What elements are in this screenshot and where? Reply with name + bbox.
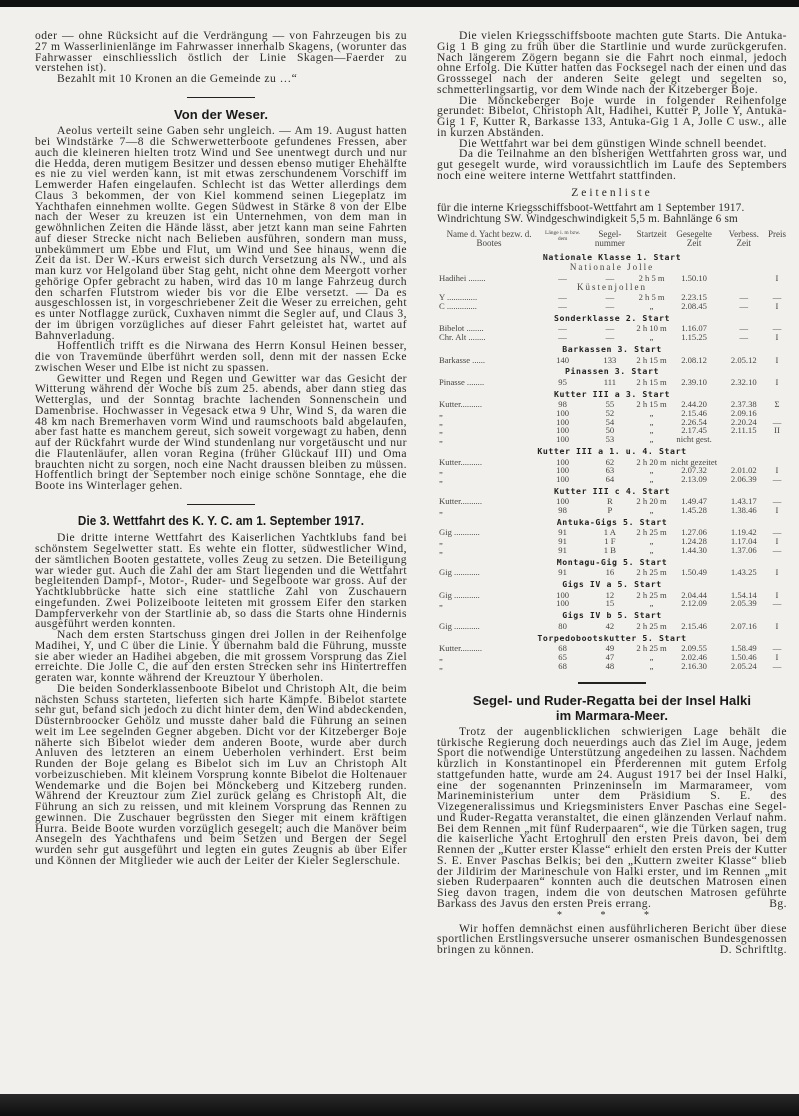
table-cell: „ bbox=[649, 465, 654, 476]
table-cell: 2.08.45 bbox=[681, 301, 707, 312]
class-title: Gigs IV b 5. Start bbox=[562, 610, 662, 621]
table-cell: 100 bbox=[556, 425, 570, 436]
table-cell: — bbox=[605, 272, 615, 283]
table-cell: — bbox=[772, 660, 782, 671]
weser-paragraph: Hoffentlich trifft es die Nirwana des Herrn Konsul Heinen besser, die von Travemünde überführt werden soll, denn mit der nassen Ecke zwischen Weser und Elbe ist nicht zu spassen. bbox=[35, 339, 407, 374]
table-cell: „ bbox=[439, 660, 443, 671]
table-cell: 2 h 20 m bbox=[636, 456, 667, 467]
table-cell: — bbox=[558, 323, 567, 334]
page-top-edge bbox=[0, 0, 799, 7]
class-title: Kutter III a 1. u. 4. Start bbox=[537, 445, 687, 456]
table-cell bbox=[721, 274, 767, 283]
class-header-row bbox=[437, 311, 787, 325]
table-cell: 140 bbox=[556, 354, 570, 365]
class-header-row bbox=[437, 515, 787, 529]
table-cell: „ bbox=[649, 651, 654, 662]
table-cell: 1.27.06 bbox=[681, 527, 707, 538]
table-cell: — bbox=[558, 272, 567, 283]
table-cell: „ bbox=[439, 505, 443, 516]
table-cell: 2 h 15 m bbox=[636, 399, 667, 410]
table-cell: 68 bbox=[558, 643, 567, 654]
table-cell: 2.12.09 bbox=[681, 598, 707, 609]
column-header: Segel-nummer bbox=[594, 228, 625, 248]
table-cell: 42 bbox=[605, 620, 615, 631]
table-cell: 2.37.38 bbox=[730, 399, 757, 410]
left-column bbox=[35, 31, 407, 867]
table-cell: 54 bbox=[605, 416, 615, 427]
table-cell: — bbox=[772, 323, 782, 334]
editor-signature: D. Schriftltg. bbox=[719, 943, 787, 957]
intro-paragraph: oder — ohne Rücksicht auf die Verdrängung — von Fahrzeugen bis zu 27 m Wasserlinienlänge im Fahrwasser innerhalb Skagens, (worunter das Fahrwasser einschliesslich östlich der Linie Skagen—Faerder zu verstehen ist). bbox=[35, 29, 407, 75]
article-title-weser: Von der Weser. bbox=[173, 107, 269, 123]
table-cell: — bbox=[558, 292, 567, 303]
table-cell: 1.17.04 bbox=[730, 536, 757, 547]
table-cell: nicht gest. bbox=[676, 434, 712, 445]
table-cell: Chr. Alt ........ bbox=[439, 332, 486, 343]
table-cell: 91 bbox=[558, 567, 567, 578]
table-row bbox=[437, 435, 787, 444]
table-cell: 100 bbox=[556, 456, 570, 467]
table-cell: 98 bbox=[558, 505, 567, 516]
table-cell: 91 bbox=[558, 544, 567, 555]
halki-text: Trotz der augenblicklichen schwierigen Lage behält die türkische Regierung doch neuerdings auch das Ziel im Auge, jedem Sport die notwendige Unterstützung angedeihen zu lassen. Nachdem kürzlich in Konstantinopel ein Pferderennen mit gutem Erfolg stattgefunden hatte, wurde am 24. August 1917 bei der Insel Halki, eine der sogenannten Prinzeninseln im Marmarameer, vom Marineministerium unter dem Präsidium S. E. des Vizegeneralissimus und Kriegsministers Enver Paschas eine Segel- und Ruder-Regatta veranstaltet, die einen glänzenden Verlauf nahm. Bei dem Rennen „mit fünf Ruderpaaren“, wie die Türken sagen, trug die kaiserliche Yacht Ertoghrull den ersten Preis davon, bei dem Rennen der „Kutter erster Klasse“ erhielt den ersten Preis der Kutter S. E. Enver Paschas Belkis; bei den „Kuttern zweiter Klasse“ blieb der Jildirim der Marineschule von Halki erster, und im Rennen „mit sieben Ruderpaaren“ konnten auch die deutschen Matrosen einen Sieg davon tragen, indem die von deutschen Matrosen geführte Barkass des Javus den ersten Preis errang. bbox=[437, 724, 787, 910]
table-cell: Gig ............ bbox=[439, 589, 480, 600]
table-cell: 2.05.24 bbox=[730, 660, 757, 671]
class-title: Pinassen 3. Start bbox=[565, 366, 659, 377]
kyc-paragraph: Die dritte interne Wettfahrt des Kaiserlichen Yachtklubs fand bei schönstem Segelwetter statt. Es wehte ein flotter, südwestlicher Wind, der sämtlichen Booten gestattete, volles Zeug zu setzen. Die Beteiligung war wieder gut. Auch die Zahl der am Start liegenden und die Wettfahrt begleitenden Dampf-, Motor-, Ruder- und Segelboote war gross. Auf der Yachtklubbrücke hatte sich eine stattliche Zahl von Zuschauern eingefunden. Zwei Polizeiboote leiteten mit grossem Eifer den starken Dampferverkehr von der Startlinie ab, so dass die Starts ohne Hindernis ausgeführt werden konnten. bbox=[35, 531, 407, 631]
table-cell: — bbox=[772, 544, 782, 555]
class-header-row bbox=[437, 577, 787, 591]
table-cell: 2.11.15 bbox=[731, 425, 757, 436]
table-cell: 91 bbox=[558, 536, 567, 547]
subclass-title: Küstenjollen bbox=[577, 281, 647, 292]
table-cell: 91 bbox=[558, 527, 567, 538]
table-cell: — bbox=[605, 292, 615, 303]
page-bottom-edge bbox=[0, 1094, 799, 1116]
table-cell: 2.07.16 bbox=[730, 620, 757, 631]
table-cell: 1.16.07 bbox=[681, 323, 707, 334]
class-header-row bbox=[437, 444, 787, 458]
table-cell: 1 F bbox=[604, 536, 616, 547]
table-cell: 2.17.45 bbox=[681, 425, 707, 436]
table-cell: 1.54.14 bbox=[730, 589, 757, 600]
table-cell: 12 bbox=[605, 589, 615, 600]
table-cell: 2 h 25 m bbox=[636, 620, 667, 631]
table-cell: „ bbox=[649, 416, 654, 427]
table-cell bbox=[767, 435, 787, 444]
table-cell: nicht gezeitet bbox=[671, 456, 718, 467]
class-header-row bbox=[437, 364, 787, 378]
table-cell: I bbox=[775, 567, 779, 578]
table-cell: 111 bbox=[603, 376, 616, 387]
table-cell: I bbox=[775, 505, 779, 516]
table-cell: 2 h 5 m bbox=[638, 272, 665, 283]
table-cell: — bbox=[772, 527, 782, 538]
table-cell: 2 h 25 m bbox=[636, 527, 667, 538]
table-row bbox=[437, 622, 787, 631]
table-cell: 2.07.32 bbox=[681, 465, 707, 476]
table-cell: 2 h 10 m bbox=[636, 323, 667, 334]
table-cell: „ bbox=[649, 660, 654, 671]
table-cell: 100 bbox=[556, 496, 570, 507]
right-column bbox=[437, 31, 787, 956]
table-cell: — bbox=[558, 332, 567, 343]
class-title: Nationale Klasse 1. Start bbox=[542, 251, 682, 262]
table-cell: 2.04.44 bbox=[681, 589, 707, 600]
table-cell: 16 bbox=[605, 567, 615, 578]
table-cell: „ bbox=[649, 332, 654, 343]
table-cell: 2.44.20 bbox=[681, 399, 707, 410]
table-cell: Gig ............ bbox=[439, 527, 480, 538]
table-cell: I bbox=[775, 589, 779, 600]
table-cell: 2 h 5 m bbox=[638, 292, 665, 303]
column-header: Name d. Yacht bezw. d. Bootes bbox=[446, 228, 532, 248]
column-header: Gesegelte Zeit bbox=[676, 228, 712, 248]
table-cell: 2.15.46 bbox=[681, 408, 707, 419]
class-header-row bbox=[437, 608, 787, 622]
class-header-row bbox=[437, 342, 787, 356]
table-cell: 1.19.42 bbox=[730, 527, 757, 538]
table-cell: 2.39.10 bbox=[681, 376, 707, 387]
class-header-row bbox=[437, 484, 787, 498]
table-cell: — bbox=[772, 496, 782, 507]
table-row bbox=[437, 356, 787, 365]
table-cell: 49 bbox=[605, 643, 615, 654]
table-cell: 2.08.12 bbox=[681, 354, 707, 365]
table-cell: 100 bbox=[556, 598, 570, 609]
table-cell: R bbox=[607, 496, 613, 507]
table-cell: „ bbox=[439, 536, 443, 547]
table-cell: 15 bbox=[605, 598, 615, 609]
table-cell: — bbox=[739, 332, 749, 343]
table-cell: „ bbox=[439, 434, 443, 445]
table-cell: „ bbox=[649, 301, 654, 312]
table-cell: I bbox=[775, 272, 779, 283]
asterism: * * * bbox=[557, 909, 667, 921]
table-cell: 68 bbox=[558, 660, 567, 671]
halki-paragraph bbox=[437, 724, 787, 910]
table-cell: 2.23.15 bbox=[681, 292, 707, 303]
table-cell: „ bbox=[439, 416, 443, 427]
table-cell: — bbox=[772, 292, 782, 303]
table-row bbox=[437, 568, 787, 577]
closing-paragraph bbox=[437, 921, 787, 957]
table-cell: „ bbox=[439, 598, 443, 609]
table-cell: — bbox=[739, 323, 749, 334]
column-header: Verbess. Zeit bbox=[728, 228, 759, 248]
table-cell: Hadihei ........ bbox=[439, 272, 486, 283]
table-cell: „ bbox=[439, 425, 443, 436]
table-cell: I bbox=[775, 651, 779, 662]
zeitenliste-title: Zeitenliste bbox=[571, 186, 653, 199]
table-row bbox=[437, 662, 787, 671]
table-cell: 2.05.39 bbox=[730, 598, 757, 609]
table-row bbox=[437, 333, 787, 342]
table-cell: I bbox=[775, 536, 779, 547]
kyc-paragraph: Die beiden Sonderklassenboote Bibelot und Christoph Alt, die beim nächsten Schuss starteten, lieferten sich harte Kämpfe. Bibelot startete sehr gut, befand sich jedoch zu dicht hinter dem, den Wind abdeckenden, Düsternbroocker Gehölz und musste daher bald die Führung an seinen weit im Lee segelnden Gegner abgeben. Dicht vor der Kitzeberger Boje näherte sich Bibelot wieder dem anderen Boote, wurde aber durch Anluven des letzteren an einem Ueberholen verhindert. Erst beim Runden der Boje gelang es Bibelot sich im Luv an Christoph Alt vorbeizuschieben. Mit kleinem Vorsprung konnte Bibelot die Holtenauer Wendemarke und die Bojen bei Mönckeberg und Kitzeberg runden. Während der Kreuztour zum Ziel zurück gelang es Christoph Alt, die Führung an sich zu reissen, und mit kleinem Vorsprung das Rennen zu gewinnen. Die Zuschauer begrüssten den Sieger mit einem kräftigen Hurra. Beide Boote wurden vorzüglich gesegelt; auch die Manöver beim Ansegeln des Yachthafens und beim Setzen und Bergen der Segel wurden sehr gut ausgeführt und legten ein gutes Zeugnis ab über Eifer und Können der Mitglieder wie auch der Leiter der Kieler Seglerschule. bbox=[35, 681, 407, 867]
table-cell: Kutter.......... bbox=[439, 456, 482, 467]
table-cell: 2 h 25 m bbox=[636, 589, 667, 600]
table-cell: 1.50.46 bbox=[730, 651, 757, 662]
table-cell: Kutter.......... bbox=[439, 399, 482, 410]
table-cell: 50 bbox=[605, 425, 615, 436]
class-title: Gigs IV a 5. Start bbox=[562, 579, 662, 589]
table-cell: P bbox=[607, 505, 613, 516]
table-cell: „ bbox=[649, 408, 654, 419]
zeitenliste-subtitle: für die interne Kriegsschiffsboot-Wettfahrt am 1 September 1917. bbox=[437, 201, 745, 214]
table-cell: „ bbox=[439, 651, 443, 662]
kyc-paragraph: Die vielen Kriegsschiffsboote machten gute Starts. Die Antuka-Gig 1 B ging zu früh über die Startlinie und wurde zurückgerufen. Nach längerem Zögern begann sie die Fahrt noch einmal, jedoch ohne Erfolg. Die Kutter hatten das Focksegel nach der einen und das Grosssegel nach der anderen Seite gelegt und segelten so, schmetterlingsartig, vor dem Winde nach der Kitzeberger Boje. bbox=[437, 29, 787, 96]
table-cell: 100 bbox=[556, 465, 570, 476]
table-cell: 55 bbox=[605, 399, 615, 410]
table-cell: 53 bbox=[605, 434, 615, 445]
table-cell: 1.49.47 bbox=[681, 496, 707, 507]
table-cell: 2.15.46 bbox=[681, 620, 707, 631]
column-header: Startzeit bbox=[636, 228, 667, 239]
table-cell: 100 bbox=[556, 416, 570, 427]
zeitenliste-conditions: Windrichtung SW. Windgeschwindigkeit 5,5 m. Bahnlänge 6 sm bbox=[437, 213, 738, 225]
table-cell: C .............. bbox=[439, 301, 477, 312]
class-title: Sonderklasse 2. Start bbox=[553, 312, 671, 323]
title-line: Segel- und Ruder-Regatta bei der Insel Halki bbox=[472, 692, 752, 708]
table-cell: — bbox=[772, 473, 782, 484]
table-cell: Gig ............ bbox=[439, 567, 480, 578]
author-signature: Bg. bbox=[769, 896, 787, 910]
article-title-halki bbox=[437, 693, 787, 723]
class-title: Kutter III c 4. Start bbox=[553, 485, 671, 496]
table-cell: — bbox=[605, 301, 615, 312]
table-row bbox=[437, 378, 787, 387]
table-cell: I bbox=[775, 465, 779, 476]
table-row bbox=[437, 546, 787, 555]
table-cell: „ bbox=[649, 505, 654, 516]
table-row bbox=[437, 506, 787, 515]
table-cell: 1.37.06 bbox=[730, 544, 757, 555]
table-cell: Bibelot ........ bbox=[439, 323, 484, 334]
table-cell: — bbox=[605, 323, 615, 334]
table-cell: „ bbox=[649, 434, 654, 445]
table-cell: — bbox=[558, 301, 567, 312]
article-title-kyc: Die 3. Wettfahrt des K. Y. C. am 1. September 1917. bbox=[77, 514, 365, 529]
table-cell: 2.09.55 bbox=[681, 643, 707, 654]
weser-paragraph: Aeolus verteilt seine Gaben sehr ungleich. — Am 19. August hatten bei Windstärke 7—8 die Schwerwetterboote gefundenes Fressen, aber auch die kleineren hielten trotz Wind und See unentwegt durch und nur die Hedda, deren mutigem Besitzer und dessen ebenso mutiger Ehehälfte es nie zu viel werden kann, ist mit etwas zerschundenem Vorschiff im Lemwerder Hafen eingelaufen. Schlecht ist das Wetter allerdings dem Claus 3 bekommen, der von Kiel kommend seinen Liegeplatz im Yachthafen einnehmen wollte. Gegen Südwest in Stärke 8 von der Elbe nach der Weser zu kreuzen ist ein Unternehmen, von dem man in gewöhnlichen Zeiten die Hände lässt, aber jetzt kann man seine Fahrten auf dieser Strecke nicht nach Belieben ausführen, sondern man muss, unbekümmert um Ebbe und Flut, um Wind und See hinaus, wenn die Zeit da ist. Der W.-Kurs erweist sich durch Versetzung als NW., und als man kurz vor Helgoland über Stag geht, nicht ohne dem Meergott vorher gehörige Opfer gebracht zu haben, wird das 10 m lange Fahrzeug durch den scharfen Flutstrom wieder bis vor die Elbe versetzt. — Da es ausgeschlossen ist, in vorgeschriebener Zeit die Weser zu erreichen, geht es unter Notflagge zurück, Cuxhaven nimmt die Segler auf, und Claus 3, der im übrigen vorzügliches auf dieser Fahrt geleistet hat, wartet auf Bahnverladung. bbox=[35, 124, 407, 342]
class-header-row bbox=[437, 631, 787, 645]
table-cell: „ bbox=[439, 465, 443, 476]
weser-paragraph: Gewitter und Regen und Regen und Gewitter war das Gesicht der Witterung während der Woche bis zum 25. abends, aber dann stieg das Wetterglas, und der Sonntag brachte lachenden Sonnenschein und Damenbrise. Hochwasser in Vegesack etwa 9 Uhr, Wind S, da waren die 48 km nach Bremerhaven vorm Wind und raumschoots bald abgelaufen, aber fast hatte es manchem gereut, sich soweit vorgewagt zu haben, denn auf der Rückfahrt wurde der Wind stundenlang nur vorgetäuscht und nur die Flautenläufer, allen voran Regina (früher Glückauf III) und Oma brauchten nicht zu sorgen, noch eine Nacht draussen bleiben zu müssen. Hoffentlich bringt der September noch einige schöne Sonntage, ehe die Boote ins Winterlager gehen. bbox=[35, 371, 407, 492]
table-cell: — bbox=[772, 643, 782, 654]
kyc-paragraph: Die Wettfahrt war bei dem günstigen Winde schnell beendet. bbox=[459, 136, 767, 150]
table-cell: 48 bbox=[605, 660, 615, 671]
class-header-row bbox=[437, 555, 787, 569]
table-cell: I bbox=[775, 620, 779, 631]
table-cell: 1 A bbox=[603, 527, 616, 538]
table-cell: „ bbox=[439, 473, 443, 484]
table-cell: I bbox=[775, 332, 779, 343]
table-row bbox=[437, 599, 787, 608]
table-cell: 100 bbox=[556, 408, 570, 419]
table-cell: II bbox=[774, 425, 780, 436]
table-cell: 1.24.28 bbox=[681, 536, 707, 547]
table-cell: 2.06.39 bbox=[730, 473, 757, 484]
table-cell: 2 h 15 m bbox=[636, 376, 667, 387]
subclass-title: Nationale Jolle bbox=[569, 262, 655, 273]
divider bbox=[187, 97, 255, 99]
table-cell: 63 bbox=[605, 465, 615, 476]
table-cell: Σ bbox=[774, 399, 780, 410]
table-cell: 2.16.30 bbox=[681, 660, 707, 671]
table-cell: Kutter.......... bbox=[439, 643, 482, 654]
table-cell: 2.01.02 bbox=[730, 465, 757, 476]
class-title: Antuka-Gigs 5. Start bbox=[556, 516, 668, 527]
table-cell: 80 bbox=[558, 620, 567, 631]
class-title: Torpedobootskutter 5. Start bbox=[537, 632, 687, 643]
table-cell: 1.50.49 bbox=[681, 567, 707, 578]
table-cell: Gig ............ bbox=[439, 620, 480, 631]
table-cell: 100 bbox=[556, 589, 570, 600]
class-header-row bbox=[437, 387, 787, 401]
table-cell: 2 h 25 m bbox=[636, 567, 667, 578]
class-title: Montagu-Gig 5. Start bbox=[556, 556, 668, 567]
table-cell: — bbox=[739, 301, 749, 312]
table-cell: 2.32.10 bbox=[730, 376, 757, 387]
kyc-paragraph: Die Mönckeberger Boje wurde in folgender Reihenfolge gerundet: Bibelot, Christoph Alt, Hadihei, Kutter P, Jolle Y, Antuka-Gig 1 F, Kutter R, Barkasse 133, Antuka-Gig 1 A, Jolle C usw., alle in kurzen Abständen. bbox=[437, 93, 787, 139]
table-cell: Barkasse ...... bbox=[439, 354, 486, 365]
table-cell: 100 bbox=[556, 434, 570, 445]
table-cell: 65 bbox=[558, 651, 567, 662]
table-cell: „ bbox=[649, 544, 654, 555]
table-cell: 64 bbox=[605, 473, 615, 484]
table-cell: 1.45.28 bbox=[681, 505, 707, 516]
table-cell: „ bbox=[649, 473, 654, 484]
kyc-paragraph: Nach dem ersten Startschuss gingen drei Jollen in der Reihenfolge Madihei, Y, und C über die Linie. Y übernahm bald die Führung, musste sie aber wieder an Hadihei abgeben, die mit grossem Vorsprung das Ziel erreichte. Die Jolle C, die auf den ersten Strecken sehr ins Hintertreffen geraten war, konnte während der Kreuztour Y überholen. bbox=[35, 628, 407, 684]
table-cell: Pinasse ........ bbox=[439, 376, 485, 387]
table-cell: 1.58.49 bbox=[730, 643, 757, 654]
table-cell: 2 h 20 m bbox=[636, 496, 667, 507]
table-cell: Kutter.......... bbox=[439, 496, 482, 507]
table-cell: 133 bbox=[603, 354, 617, 365]
table-cell: 1.43.17 bbox=[730, 496, 757, 507]
table-cell: I bbox=[775, 301, 779, 312]
table-cell: 98 bbox=[558, 399, 567, 410]
table-cell: 95 bbox=[558, 376, 567, 387]
divider bbox=[578, 682, 646, 684]
table-cell: 1 B bbox=[603, 544, 616, 555]
table-cell: 62 bbox=[605, 456, 615, 467]
table-cell: — bbox=[772, 598, 782, 609]
table-row bbox=[437, 302, 787, 311]
column-header: Preis bbox=[767, 228, 786, 239]
table-cell: 1.44.30 bbox=[681, 544, 707, 555]
table-cell: 1.15.25 bbox=[681, 332, 707, 343]
table-cell: „ bbox=[649, 598, 654, 609]
table-cell: 2.13.09 bbox=[681, 473, 707, 484]
class-header-row bbox=[437, 250, 787, 264]
table-cell bbox=[721, 435, 767, 444]
table-cell: — bbox=[772, 416, 782, 427]
divider bbox=[187, 504, 255, 506]
kyc-paragraph: Da die Teilnahme an den bisherigen Wettfahrten gross war, und gut gesegelt wurde, wird voraussichtlich im Laufe des Septembers noch eine weitere interne Wettfahrt stattfinden. bbox=[437, 147, 787, 182]
table-cell: 2.05.12 bbox=[730, 354, 757, 365]
table-cell: 2 h 15 m bbox=[636, 354, 667, 365]
table-cell: 1.50.10 bbox=[681, 272, 707, 283]
title-line: im Marmara-Meer. bbox=[555, 707, 669, 723]
table-cell: „ bbox=[649, 425, 654, 436]
table-cell: 47 bbox=[605, 651, 615, 662]
table-cell: „ bbox=[439, 544, 443, 555]
table-cell: — bbox=[739, 292, 749, 303]
results-table bbox=[437, 229, 787, 671]
table-cell: 2.20.24 bbox=[730, 416, 757, 427]
table-cell: 2 h 25 m bbox=[636, 643, 667, 654]
table-cell: 52 bbox=[605, 408, 615, 419]
class-title: Kutter III a 3. Start bbox=[553, 388, 671, 399]
table-cell: I bbox=[775, 376, 779, 387]
table-cell: Y .............. bbox=[439, 292, 478, 303]
table-cell: „ bbox=[439, 408, 443, 419]
table-cell: „ bbox=[649, 536, 654, 547]
table-cell: 1.43.25 bbox=[730, 567, 757, 578]
table-cell: 1.38.46 bbox=[730, 505, 757, 516]
table-row bbox=[437, 475, 787, 484]
table-cell: 100 bbox=[556, 473, 570, 484]
table-cell: 2.09.16 bbox=[730, 408, 757, 419]
table-cell: 2.02.46 bbox=[681, 651, 707, 662]
table-cell: — bbox=[605, 332, 615, 343]
closing-text: Wir hoffen demnächst einen ausführlicheren Bericht über diese sportlichen Erstlingsversuche unserer osmanischen Bundesgenossen bringen zu können. bbox=[437, 921, 787, 957]
table-cell: 2.26.54 bbox=[681, 416, 707, 427]
class-title: Barkassen 3. Start bbox=[562, 343, 662, 354]
intro-paragraph: Bezahlt mit 10 Kronen an die Gemeinde zu …“ bbox=[57, 72, 298, 85]
table-cell: I bbox=[775, 354, 779, 365]
column-header: Länge i. m bzw. dem bbox=[544, 229, 581, 242]
